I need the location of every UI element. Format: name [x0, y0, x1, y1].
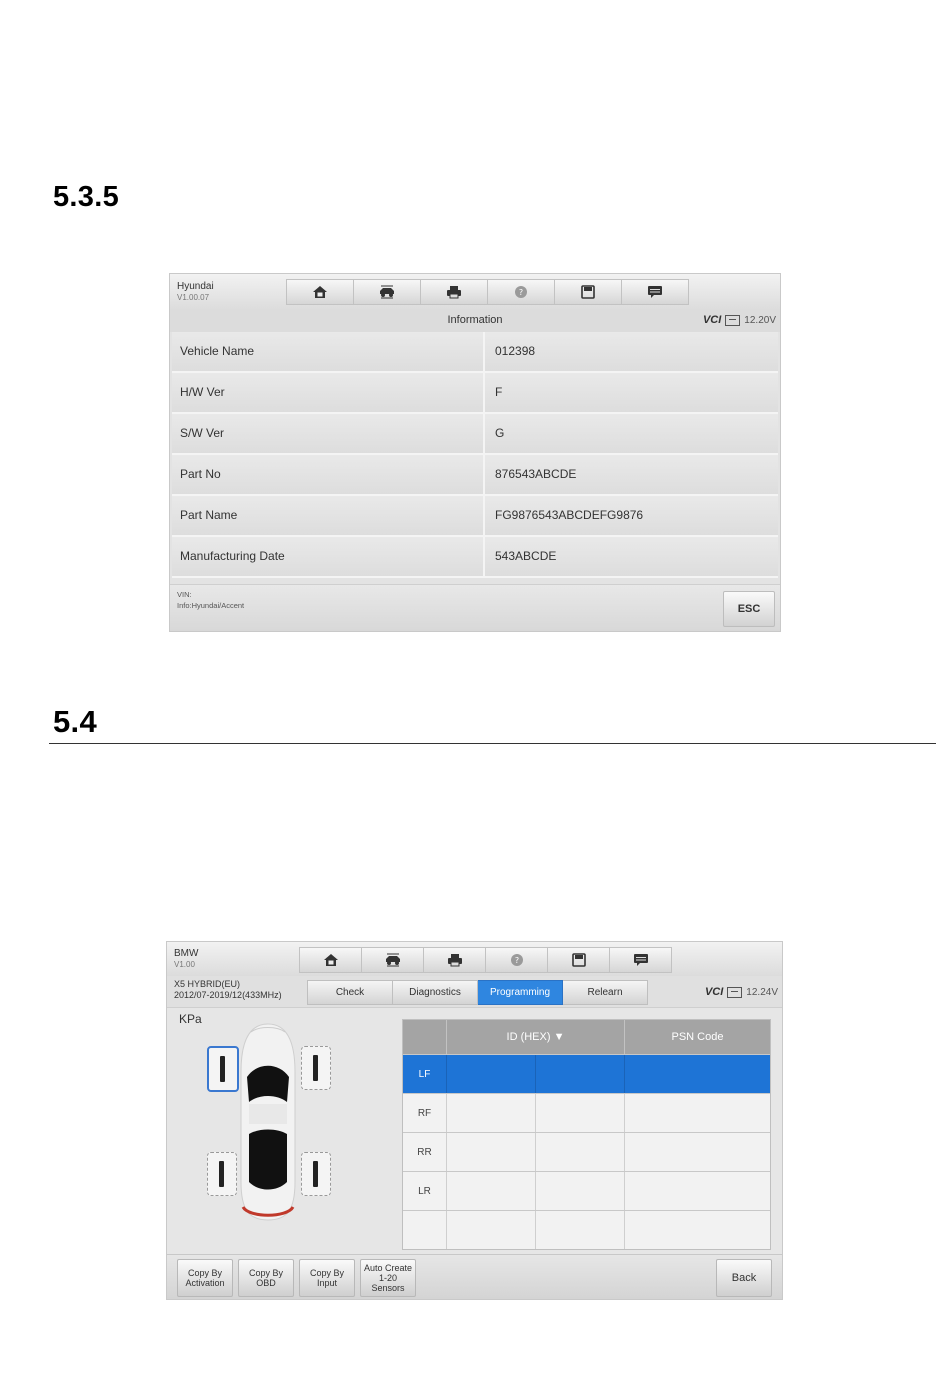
- tab-programming[interactable]: Programming: [478, 980, 563, 1005]
- table-row[interactable]: [403, 1171, 770, 1210]
- tab-strip: [307, 980, 648, 1005]
- vci-label: VCI: [702, 314, 722, 326]
- table-row[interactable]: [403, 1054, 770, 1093]
- pressure-unit: KPa: [179, 1012, 202, 1026]
- row-psn-cell[interactable]: [625, 1055, 770, 1093]
- vehicle-path: Info:Hyundai/Accent: [177, 601, 245, 610]
- row-id-cell[interactable]: [447, 1211, 536, 1249]
- tire-right-rear[interactable]: [301, 1152, 331, 1196]
- info-label: Manufacturing Date: [172, 537, 485, 576]
- svg-text:?: ?: [518, 288, 524, 297]
- copy-by-input-button[interactable]: Copy By Input: [299, 1259, 355, 1297]
- bottom-bar: [167, 1254, 782, 1299]
- vci-status: [705, 986, 778, 998]
- toolbar-icons: [286, 279, 689, 303]
- bottom-bar: [170, 584, 780, 631]
- row-id-cell[interactable]: [447, 1055, 536, 1093]
- voltage-readout: 12.24V: [746, 986, 778, 998]
- info-screenshot: [169, 273, 781, 632]
- row-id-cell[interactable]: [447, 1094, 536, 1132]
- info-value: F: [495, 385, 503, 399]
- info-label: Part Name: [172, 496, 485, 535]
- info-row: [172, 455, 778, 496]
- row-psn-cell[interactable]: [625, 1172, 770, 1210]
- message-button[interactable]: [622, 279, 689, 305]
- home-button[interactable]: [299, 947, 362, 973]
- section-divider: [49, 743, 936, 744]
- tire-left-front[interactable]: [207, 1046, 239, 1092]
- row-position: LF: [403, 1055, 447, 1093]
- section-heading-5-4: 5.4: [53, 704, 97, 739]
- info-value: 543ABCDE: [495, 549, 557, 563]
- tpms-screenshot: [166, 941, 783, 1300]
- print-button[interactable]: [424, 947, 486, 973]
- row-id-cell[interactable]: [447, 1133, 536, 1171]
- row-position: RF: [403, 1094, 447, 1132]
- row-position: LR: [403, 1172, 447, 1210]
- title-bar: [170, 310, 780, 332]
- vehicle-swap-icon: [379, 285, 395, 299]
- back-button[interactable]: Back: [716, 1259, 772, 1297]
- table-row[interactable]: [403, 1132, 770, 1171]
- voltage-readout: 12.20V: [744, 314, 776, 326]
- vehicle-model-range: 2012/07-2019/12(433MHz): [174, 990, 282, 1000]
- tab-relearn[interactable]: Relearn: [563, 980, 648, 1005]
- info-row: [172, 537, 778, 578]
- message-button[interactable]: [610, 947, 672, 973]
- vehicle-model: [174, 979, 282, 1001]
- save-icon: [571, 953, 587, 967]
- tab-check[interactable]: Check: [307, 980, 393, 1005]
- info-value: G: [495, 426, 505, 440]
- row-id-cell[interactable]: [536, 1172, 625, 1210]
- info-row: [172, 332, 778, 373]
- vehicle-swap-button[interactable]: [354, 279, 421, 305]
- row-position: RR: [403, 1133, 447, 1171]
- table-row[interactable]: [403, 1093, 770, 1132]
- header-psn-code: PSN Code: [671, 1031, 724, 1043]
- save-icon: [580, 285, 596, 299]
- auto-create-sensors-button[interactable]: Auto Create 1-20 Sensors: [360, 1259, 416, 1297]
- tire-left-rear[interactable]: [207, 1152, 237, 1196]
- tire-right-front[interactable]: [301, 1046, 331, 1090]
- brand-block: [174, 948, 198, 970]
- home-icon: [323, 953, 339, 967]
- info-label: Part No: [172, 455, 485, 494]
- print-icon: [446, 285, 462, 299]
- svg-text:?: ?: [514, 956, 519, 965]
- brand-version: V1.00: [174, 960, 195, 969]
- table-row[interactable]: [403, 1210, 770, 1249]
- vci-status: [703, 314, 776, 326]
- info-value: FG9876543ABCDEFG9876: [495, 508, 644, 522]
- top-toolbar: [170, 274, 780, 311]
- sensor-id-table: [402, 1019, 771, 1250]
- header-position: [403, 1020, 447, 1054]
- battery-icon: [727, 987, 742, 998]
- vehicle-swap-icon: [385, 953, 401, 967]
- row-psn-cell[interactable]: [625, 1133, 770, 1171]
- copy-by-activation-button[interactable]: Copy By Activation: [177, 1259, 233, 1297]
- info-label: Vehicle Name: [172, 332, 485, 371]
- brand-version: V1.00.07: [177, 293, 210, 302]
- table-header: [403, 1020, 770, 1054]
- info-table: [172, 332, 778, 578]
- help-icon: [509, 953, 525, 967]
- save-button[interactable]: [548, 947, 610, 973]
- message-icon: [647, 285, 663, 299]
- help-button[interactable]: [486, 947, 548, 973]
- info-row: [172, 414, 778, 455]
- vehicle-swap-button[interactable]: [362, 947, 424, 973]
- row-id-cell[interactable]: [536, 1055, 625, 1093]
- brand-block: [177, 281, 214, 303]
- vin-label: VIN:: [177, 590, 192, 599]
- battery-icon: [725, 315, 740, 326]
- row-id-cell[interactable]: [536, 1094, 625, 1132]
- help-button[interactable]: [488, 279, 555, 305]
- section-heading-5-3-5: 5.3.5: [53, 181, 119, 213]
- info-label: S/W Ver: [172, 414, 485, 453]
- home-icon: [312, 285, 328, 299]
- row-id-cell[interactable]: [536, 1211, 625, 1249]
- screen-title: Information: [447, 314, 503, 326]
- row-psn-cell[interactable]: [625, 1094, 770, 1132]
- copy-by-obd-button[interactable]: Copy By OBD: [238, 1259, 294, 1297]
- vehicle-model-name: X5 HYBRID(EU): [174, 979, 241, 989]
- info-value: 876543ABCDE: [495, 467, 577, 481]
- message-icon: [633, 953, 649, 967]
- row-id-cell[interactable]: [536, 1133, 625, 1171]
- toolbar-icons: [299, 947, 672, 971]
- print-icon: [447, 953, 463, 967]
- row-psn-cell[interactable]: [625, 1211, 770, 1249]
- info-row: [172, 496, 778, 537]
- home-button[interactable]: [286, 279, 354, 305]
- car-top-view-icon: [237, 1022, 299, 1222]
- vehicle-diagram: [197, 1022, 337, 1232]
- brand-name: Hyundai: [177, 281, 214, 292]
- row-position: [403, 1211, 447, 1249]
- help-icon: [513, 285, 529, 299]
- tab-diagnostics[interactable]: Diagnostics: [393, 980, 478, 1005]
- function-tab-bar: [167, 976, 782, 1008]
- info-value: 012398: [495, 344, 536, 358]
- esc-button[interactable]: ESC: [723, 591, 775, 627]
- brand-name: BMW: [174, 948, 199, 959]
- info-row: [172, 373, 778, 414]
- row-id-cell[interactable]: [447, 1172, 536, 1210]
- vci-label: VCI: [704, 986, 724, 998]
- top-toolbar: [167, 942, 782, 977]
- save-button[interactable]: [555, 279, 622, 305]
- header-id-hex[interactable]: ID (HEX) ▼: [447, 1020, 625, 1054]
- print-button[interactable]: [421, 279, 488, 305]
- info-label: H/W Ver: [172, 373, 485, 412]
